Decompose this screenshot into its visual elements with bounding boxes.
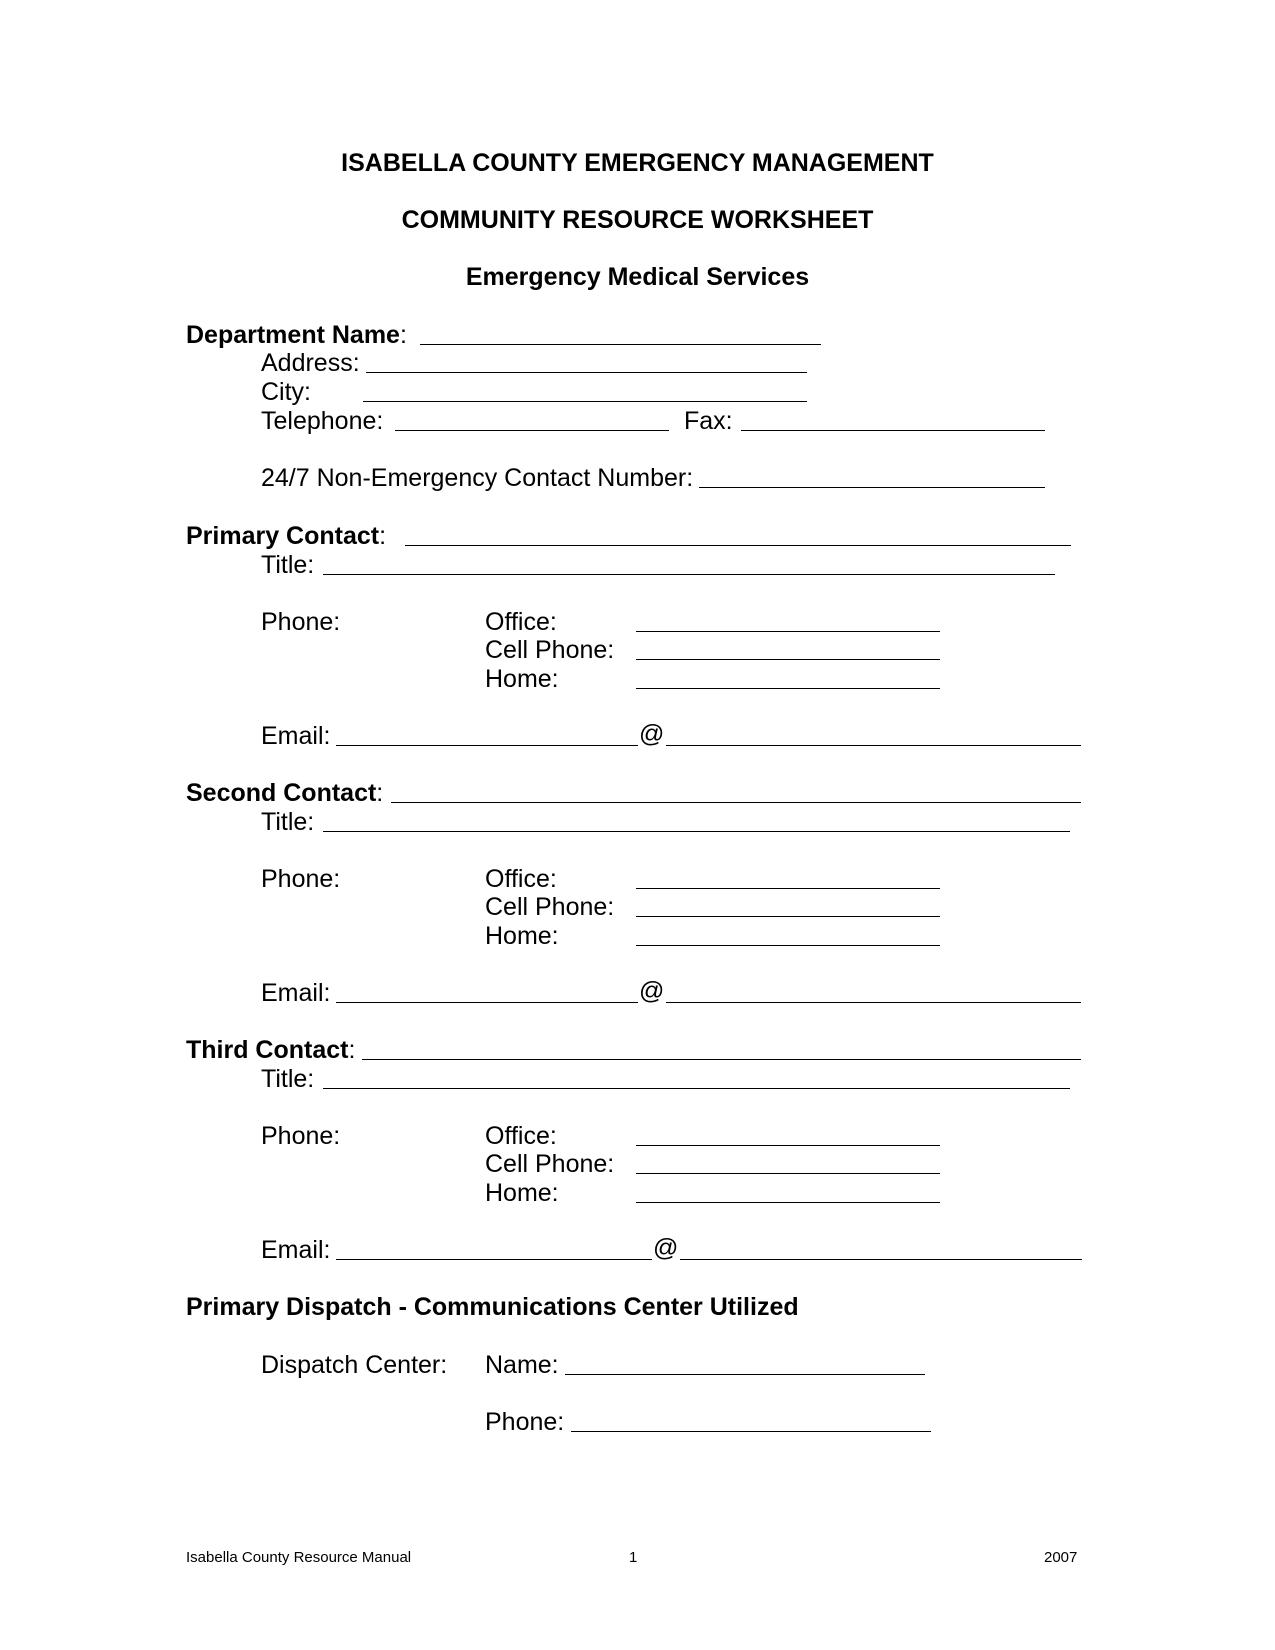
- third-contact-colon: :: [348, 1036, 356, 1064]
- second-email-label: Email:: [261, 979, 331, 1007]
- third-title-field[interactable]: [323, 1067, 1070, 1089]
- second-cell-field[interactable]: [636, 895, 940, 917]
- telephone-field[interactable]: [395, 409, 669, 431]
- second-office-field[interactable]: [636, 867, 940, 889]
- dispatch-phone-label: Phone:: [485, 1408, 565, 1436]
- header-title: ISABELLA COUNTY EMERGENCY MANAGEMENT: [341, 149, 934, 177]
- primary-home-label: Home:: [485, 665, 559, 693]
- primary-office-label: Office:: [485, 608, 557, 636]
- dispatch-name-label: Name:: [485, 1351, 559, 1379]
- primary-contact-heading: Primary Contact: [186, 522, 380, 550]
- primary-title-field[interactable]: [323, 553, 1055, 575]
- footer-manual-title: Isabella County Resource Manual: [186, 1549, 412, 1566]
- second-contact-colon: :: [376, 779, 384, 807]
- non-emergency-label: 24/7 Non-Emergency Contact Number:: [261, 464, 694, 492]
- third-title-label: Title:: [261, 1065, 315, 1093]
- second-title-field[interactable]: [323, 810, 1070, 832]
- department-name-heading: Department Name: [186, 321, 400, 349]
- primary-contact-colon: :: [379, 522, 387, 550]
- third-contact-label: [186, 1038, 355, 1063]
- second-email-domain-field[interactable]: [666, 981, 1081, 1003]
- second-home-field[interactable]: [636, 924, 940, 946]
- footer-page-number: 1: [629, 1549, 638, 1566]
- fax-label: Fax:: [684, 407, 733, 435]
- third-home-label: Home:: [485, 1179, 559, 1207]
- primary-contact-field[interactable]: [405, 524, 1071, 546]
- third-contact-field[interactable]: [362, 1038, 1081, 1060]
- third-cell-label: Cell Phone:: [485, 1150, 615, 1178]
- primary-contact-label: [186, 524, 386, 549]
- third-cell-field[interactable]: [636, 1152, 940, 1174]
- dispatch-center-label: Dispatch Center:: [261, 1351, 448, 1379]
- primary-email-label: Email:: [261, 722, 331, 750]
- department-name-colon: :: [399, 321, 407, 349]
- third-contact-heading: Third Contact: [186, 1036, 349, 1064]
- second-contact-field[interactable]: [391, 781, 1081, 803]
- second-contact-label: [186, 781, 383, 806]
- fax-field[interactable]: [741, 409, 1045, 431]
- second-phone-label: Phone:: [261, 865, 341, 893]
- primary-email-user-field[interactable]: [336, 724, 638, 746]
- second-title-label: Title:: [261, 808, 315, 836]
- primary-title-label: Title:: [261, 551, 315, 579]
- footer-year: 2007: [1044, 1549, 1078, 1566]
- third-email-at: @: [653, 1234, 679, 1262]
- second-email-user-field[interactable]: [336, 981, 638, 1003]
- address-label: Address:: [261, 349, 360, 377]
- dispatch-phone-field[interactable]: [571, 1410, 931, 1432]
- primary-cell-label: Cell Phone:: [485, 636, 615, 664]
- telephone-label: Telephone:: [261, 407, 384, 435]
- third-office-label: Office:: [485, 1122, 557, 1150]
- second-home-label: Home:: [485, 922, 559, 950]
- second-email-at: @: [639, 977, 665, 1005]
- third-phone-label: Phone:: [261, 1122, 341, 1150]
- third-email-label: Email:: [261, 1236, 331, 1264]
- primary-cell-field[interactable]: [636, 638, 940, 660]
- primary-email-at: @: [639, 720, 665, 748]
- dispatch-heading: Primary Dispatch - Communications Center Utilized: [186, 1293, 799, 1321]
- city-field[interactable]: [363, 380, 807, 402]
- primary-home-field[interactable]: [636, 667, 940, 689]
- third-email-domain-field[interactable]: [680, 1238, 1082, 1260]
- third-home-field[interactable]: [636, 1181, 940, 1203]
- second-contact-heading: Second Contact: [186, 779, 377, 807]
- third-office-field[interactable]: [636, 1124, 940, 1146]
- dispatch-name-field[interactable]: [565, 1353, 925, 1375]
- header-section: Emergency Medical Services: [465, 263, 810, 291]
- address-field[interactable]: [366, 351, 807, 373]
- third-email-user-field[interactable]: [336, 1238, 652, 1260]
- department-name-field[interactable]: [420, 323, 821, 345]
- primary-phone-label: Phone:: [261, 608, 341, 636]
- primary-email-domain-field[interactable]: [666, 724, 1081, 746]
- second-office-label: Office:: [485, 865, 557, 893]
- city-label: City:: [261, 378, 311, 406]
- second-cell-label: Cell Phone:: [485, 893, 615, 921]
- primary-office-field[interactable]: [636, 610, 940, 632]
- department-name-label: [186, 323, 407, 348]
- non-emergency-field[interactable]: [699, 466, 1045, 488]
- header-subtitle: COMMUNITY RESOURCE WORKSHEET: [401, 206, 874, 234]
